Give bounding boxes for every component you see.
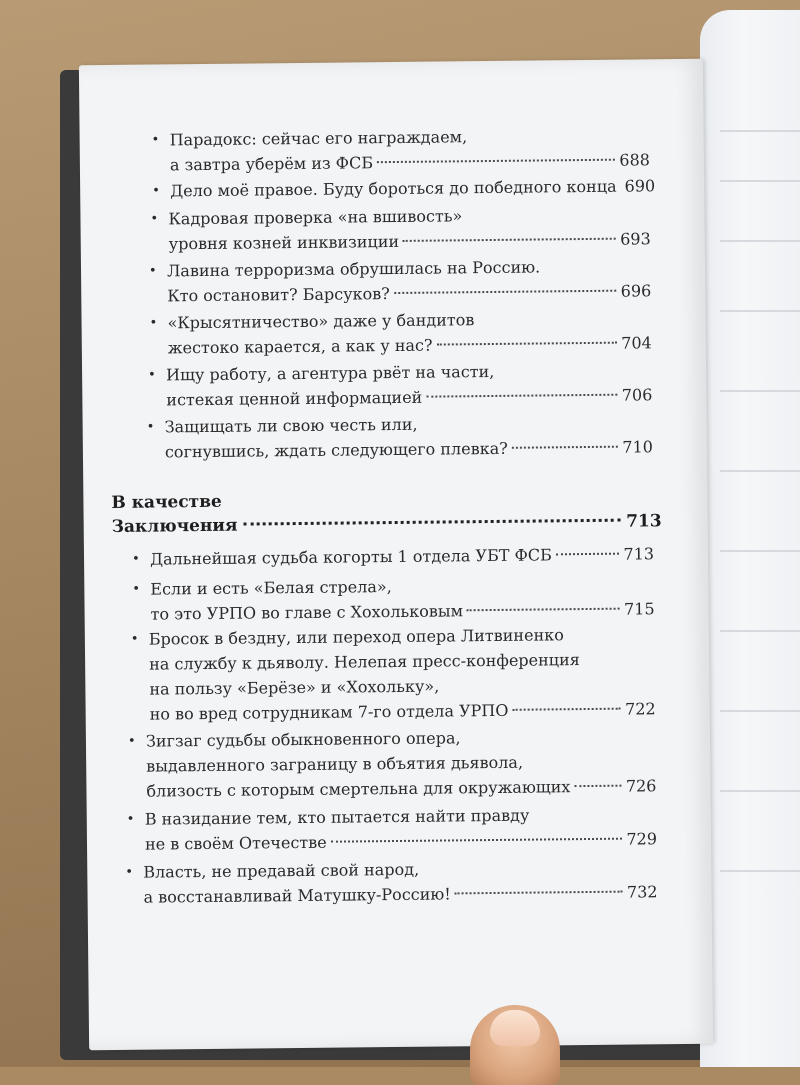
toc-entry-text: Защищать ли свою честь или, xyxy=(165,409,653,439)
toc-entry xyxy=(168,201,650,256)
bullet: • xyxy=(152,127,160,152)
page-number: 696 xyxy=(621,278,652,303)
section-title xyxy=(111,485,661,539)
page-number: 693 xyxy=(620,226,651,251)
leader-dots xyxy=(467,608,620,612)
toc-entry-text: «Крысятничество» даже у бандитов xyxy=(167,305,651,335)
bullet: • xyxy=(149,310,157,335)
toc-entry-text: Дело моё правое. Буду бороться до победного конца xyxy=(170,174,617,204)
bullet: • xyxy=(125,860,133,885)
toc-entry-text: согнувшись, ждать следующего плевка? xyxy=(165,436,508,465)
leader-dots xyxy=(244,519,621,526)
page-number: 706 xyxy=(622,382,653,407)
toc-entry-text: не в своём Отечестве xyxy=(145,830,327,857)
toc-entry-text: Кадровая проверка «на вшивость» xyxy=(168,201,650,231)
leader-dots xyxy=(437,342,618,346)
section-page-number: 713 xyxy=(626,509,662,533)
toc-entry-text: но во вред сотрудникам 7-го отдела УРПО xyxy=(150,698,509,727)
toc-entry-text: а завтра уберём из ФСБ xyxy=(170,150,373,177)
toc-entry xyxy=(165,409,653,464)
leader-dots xyxy=(331,838,623,843)
toc-entry-text: Бросок в бездну, или переход опера Литвиненко xyxy=(149,621,655,651)
toc-entry-text: на службу к дьяволу. Нелепая пресс-конференция xyxy=(149,646,655,676)
toc-entry xyxy=(149,621,656,726)
leader-dots xyxy=(377,159,615,163)
leader-dots xyxy=(512,446,619,449)
toc-entry-text: Лавина терроризма обрушилась на Россию. xyxy=(167,253,651,283)
toc-entry xyxy=(150,571,654,626)
fingernail xyxy=(490,1010,540,1046)
toc-entry xyxy=(167,305,651,360)
toc-entry-text: то это УРПО во главе с Хохольковым xyxy=(150,598,463,626)
bullet: • xyxy=(148,363,156,388)
leader-dots xyxy=(556,553,620,556)
bullet: • xyxy=(149,258,157,283)
toc-entry-text: жестоко карается, а как у нас? xyxy=(168,333,433,361)
toc-entry-text: Кто остановит? Барсуков? xyxy=(167,281,390,308)
bullet: • xyxy=(132,547,140,572)
leader-dots xyxy=(512,708,621,711)
toc-entry-text: выдавленного заграницу в объятия дьявола, xyxy=(146,748,656,778)
page-number: 713 xyxy=(623,541,654,566)
section-title-text: В качестве xyxy=(111,485,661,515)
toc-entry-text: уровня козней инквизиции xyxy=(169,229,400,256)
bullet: • xyxy=(128,729,136,754)
toc-entry-text: Парадокс: сейчас его награждаем, xyxy=(170,122,650,152)
section-title-text: Заключения xyxy=(112,514,238,539)
page-number: 729 xyxy=(626,826,657,851)
page-number: 726 xyxy=(626,773,657,798)
page-number: 690 xyxy=(624,173,655,198)
page-number: 704 xyxy=(621,330,652,355)
toc-entry xyxy=(167,253,651,308)
toc-entry-text: Зигзаг судьбы обыкновенного опера, xyxy=(146,723,656,753)
toc-entry xyxy=(170,173,650,203)
toc-entry xyxy=(143,854,657,909)
toc-entry-text: а восстанавливай Матушку-Россию! xyxy=(143,881,450,909)
leader-dots xyxy=(455,891,623,895)
toc-entry-text: истекая ценной информацией xyxy=(166,385,422,413)
bullet: • xyxy=(127,807,135,832)
page-number: 688 xyxy=(619,147,650,172)
leader-dots xyxy=(403,238,616,242)
toc-entry-text: Если и есть «Белая стрела», xyxy=(150,571,654,601)
toc-entry-text: Дальнейшая судьба когорты 1 отдела УБТ ФСБ xyxy=(150,542,552,571)
leader-dots xyxy=(394,290,617,294)
page-number: 722 xyxy=(625,696,656,721)
right-page xyxy=(700,10,800,1067)
toc-entry-text: на пользу «Берёзе» и «Хохольку», xyxy=(149,671,655,701)
toc-entry xyxy=(146,723,657,803)
toc-entry-text: В назидание тем, кто пытается найти правду xyxy=(145,801,657,831)
toc-entry-text: Власть, не предавай свой народ, xyxy=(143,854,657,884)
page-number: 732 xyxy=(627,879,658,904)
bullet: • xyxy=(150,206,158,231)
toc-entry-text: Ищу работу, а агентура рвёт на части, xyxy=(166,357,652,387)
toc-entry-text: близость с которым смертельна для окружающих xyxy=(146,774,570,803)
bullet: • xyxy=(147,415,155,440)
page-number: 715 xyxy=(624,596,655,621)
leader-dots xyxy=(426,394,618,398)
page-number: 710 xyxy=(622,434,653,459)
toc-entry xyxy=(150,541,654,571)
bullet: • xyxy=(132,577,140,602)
toc-entry xyxy=(170,122,650,177)
leader-dots xyxy=(574,785,622,787)
book-page xyxy=(79,59,713,1050)
toc-entry xyxy=(166,357,652,412)
toc-entry xyxy=(145,801,657,856)
bullet: • xyxy=(131,627,139,652)
bullet: • xyxy=(152,178,160,203)
